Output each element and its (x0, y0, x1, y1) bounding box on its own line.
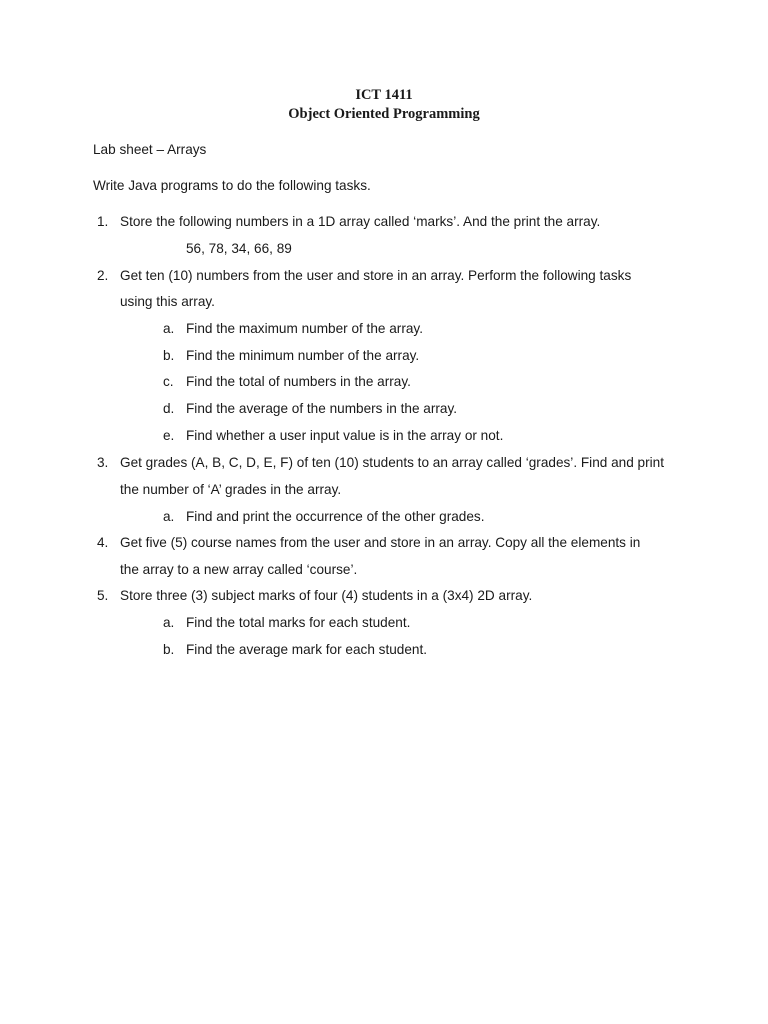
task-5-number: 5. (97, 588, 109, 603)
task-2-line-2: using this array. (120, 294, 215, 309)
task-3-line-2: the number of ‘A’ grades in the array. (120, 482, 342, 497)
task-3a-text: Find and print the occurrence of the other grades. (186, 509, 485, 524)
task-2a-text: Find the maximum number of the array. (186, 321, 423, 336)
task-4-number: 4. (97, 535, 109, 550)
task-1-number: 1. (97, 214, 109, 229)
task-1-data-line: 56, 78, 34, 66, 89 (186, 241, 292, 256)
task-5a-letter: a. (163, 615, 175, 630)
title-block (0, 86, 768, 124)
task-4-line-1: Get five (5) course names from the user and store in an array. Copy all the elements in (120, 535, 641, 550)
task-2a-letter: a. (163, 321, 175, 336)
task-4-line-2: the array to a new array called ‘course’. (120, 562, 358, 577)
task-2b-text: Find the minimum number of the array. (186, 348, 420, 363)
task-2b-letter: b. (163, 348, 175, 363)
task-5b-letter: b. (163, 642, 175, 657)
task-5b-text: Find the average mark for each student. (186, 642, 428, 657)
task-2-line-1: Get ten (10) numbers from the user and store in an array. Perform the following tasks (120, 268, 632, 283)
sheet-title: Lab sheet – Arrays (93, 142, 207, 157)
task-2c-letter: c. (163, 374, 174, 389)
instruction-text: Write Java programs to do the following tasks. (93, 178, 371, 193)
task-3a-letter: a. (163, 509, 175, 524)
task-2e-letter: e. (163, 428, 175, 443)
task-2c-text: Find the total of numbers in the array. (186, 374, 411, 389)
task-2e-text: Find whether a user input value is in the array or not. (186, 428, 504, 443)
course-code: ICT 1411 (355, 87, 413, 103)
task-2-number: 2. (97, 268, 109, 283)
task-2d-text: Find the average of the numbers in the array. (186, 401, 458, 416)
task-5-line-1: Store three (3) subject marks of four (4) students in a (3x4) 2D array. (120, 588, 533, 603)
task-2d-letter: d. (163, 401, 175, 416)
task-3-line-1: Get grades (A, B, C, D, E, F) of ten (10) students to an array called ‘grades’. Find and print (120, 455, 665, 470)
task-5a-text: Find the total marks for each student. (186, 615, 411, 630)
course-name: Object Oriented Programming (288, 106, 480, 122)
task-1-line-1: Store the following numbers in a 1D array called ‘marks’. And the print the array. (120, 214, 601, 229)
task-3-number: 3. (97, 455, 109, 470)
